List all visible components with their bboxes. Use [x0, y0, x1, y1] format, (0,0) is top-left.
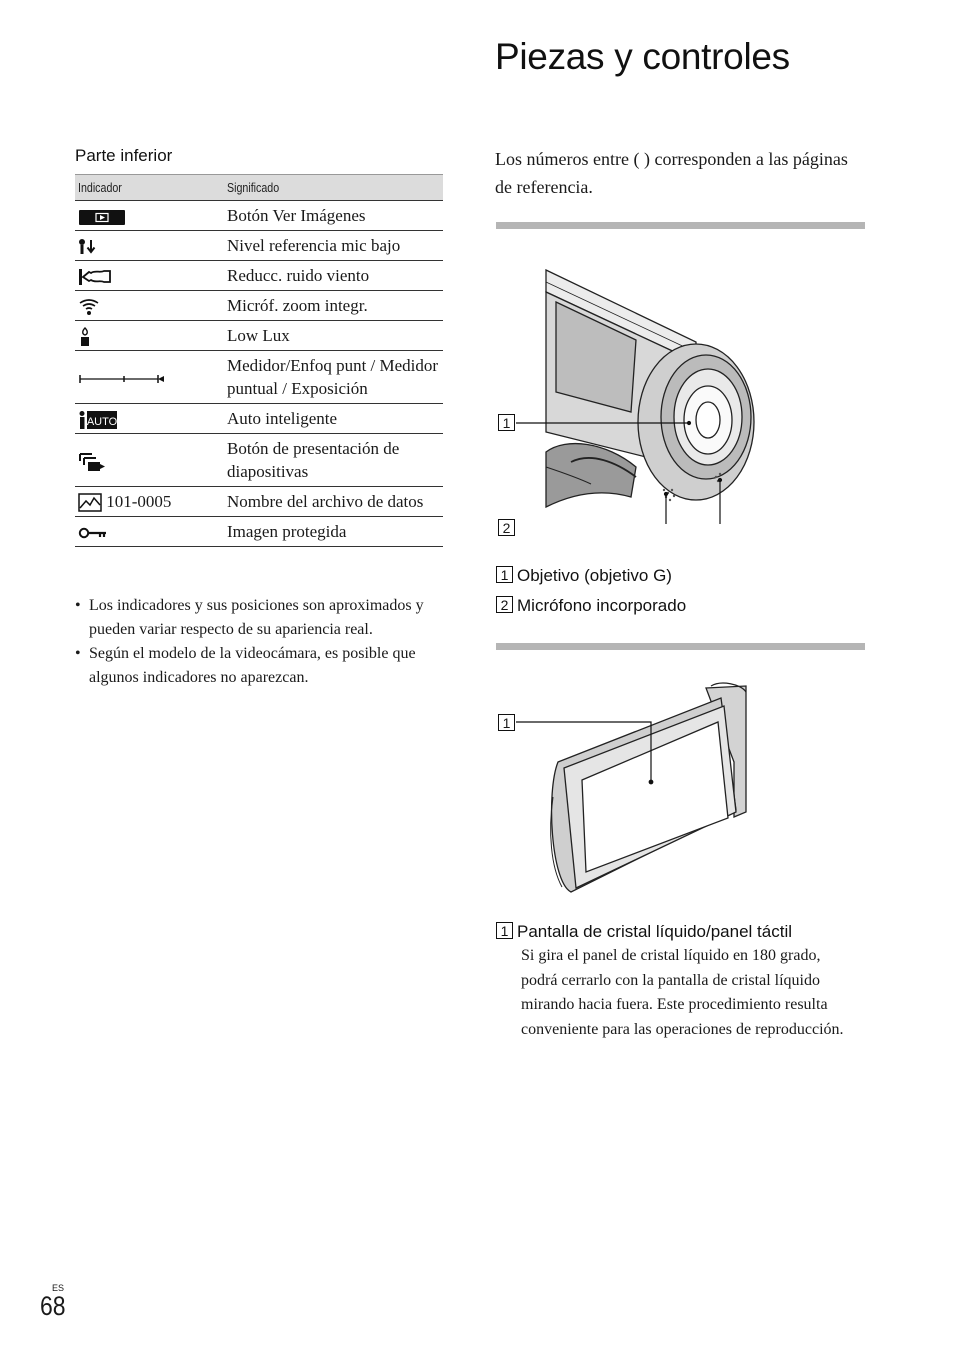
low-lux-icon [78, 327, 92, 347]
indicator-cell [75, 351, 227, 404]
table-row [75, 487, 443, 517]
lcd-description: Si gira el panel de cristal líquido en 180 grado, podrá cerrarlo con la pantalla de cristal líquido mirando hacia fuera. Este procedimiento resulta conveniente para las operaciones de reproducción. [521, 947, 844, 1038]
intro-text: Los números entre ( ) corresponden a las páginas de referencia. [495, 149, 848, 197]
note-item: • Según el modelo de la videocámara, es posible que algunos indicadores no aparezcan. [75, 642, 443, 690]
indicator-cell [75, 321, 227, 351]
caption-microphone [496, 596, 686, 616]
spot-meter-icon [78, 373, 164, 385]
indicator-cell [75, 231, 227, 261]
meaning-cell: Imagen protegida [227, 517, 443, 547]
callout-number: 1 [498, 714, 515, 731]
caption-lens [496, 566, 672, 586]
indicator-cell [75, 487, 227, 517]
callout-number: 1 [498, 414, 515, 431]
slideshow-button-icon [78, 452, 106, 472]
table-row [75, 404, 443, 434]
meaning-cell: Auto inteligente [227, 404, 443, 434]
table-row [75, 261, 443, 291]
meaning-cell: Micróf. zoom integr. [227, 291, 443, 321]
section-heading: Parte inferior [75, 146, 173, 165]
meaning-cell: Medidor/Enfoq punt / Medidor puntual / Exposición [227, 351, 443, 404]
caption-number: 1 [496, 922, 513, 939]
mic-ref-level-low-icon [78, 238, 98, 256]
caption-lcd [496, 922, 792, 942]
file-number: 101-0005 [106, 492, 172, 512]
caption-text: Objetivo (objetivo G) [517, 566, 672, 585]
table-row [75, 201, 443, 231]
table-row [75, 231, 443, 261]
section-divider-bar [496, 222, 865, 229]
indicator-cell [75, 261, 227, 291]
meaning-cell: Botón de presentación de diapositivas [227, 434, 443, 487]
caption-number: 2 [496, 596, 513, 613]
indicator-cell [75, 404, 227, 434]
page-number: 68 [40, 1291, 66, 1321]
table-row [75, 291, 443, 321]
page-title: Piezas y controles [495, 36, 790, 77]
camcorder-front-illustration [496, 262, 756, 524]
column-header-indicator: Indicador [75, 175, 227, 201]
indicator-cell [75, 201, 227, 231]
intelligent-auto-icon [78, 410, 118, 430]
table-row [75, 351, 443, 404]
caption-text: Micrófono incorporado [517, 596, 687, 615]
section-divider-bar [496, 643, 865, 650]
wind-noise-reduction-icon [78, 268, 112, 286]
caption-number: 1 [496, 566, 513, 583]
protect-key-icon [78, 526, 108, 540]
indicator-table [75, 174, 443, 547]
table-row [75, 434, 443, 487]
meaning-cell: Botón Ver Imágenes [227, 201, 443, 231]
table-row [75, 517, 443, 547]
data-file-icon [78, 493, 102, 513]
zoom-microphone-icon [78, 298, 100, 316]
note-item: • Los indicadores y sus posiciones son aproximados y pueden variar respecto de su apariencia real. [75, 594, 443, 642]
table-header-row [75, 175, 443, 201]
indicator-cell [75, 434, 227, 487]
table-row [75, 321, 443, 351]
playback-button-icon [78, 209, 126, 226]
notes-list [75, 594, 443, 690]
indicator-cell [75, 291, 227, 321]
caption-text: Pantalla de cristal líquido/panel táctil [517, 922, 792, 941]
language-code: ES [52, 1283, 65, 1293]
svg-text:AUTO: AUTO [86, 416, 118, 429]
lcd-panel-illustration [496, 682, 756, 897]
indicator-cell [75, 517, 227, 547]
callout-number: 2 [498, 519, 515, 536]
meaning-cell: Reducc. ruido viento [227, 261, 443, 291]
meaning-cell: Nivel referencia mic bajo [227, 231, 443, 261]
meaning-cell: Low Lux [227, 321, 443, 351]
meaning-cell: Nombre del archivo de datos [227, 487, 443, 517]
column-header-meaning: Significado [227, 175, 443, 201]
